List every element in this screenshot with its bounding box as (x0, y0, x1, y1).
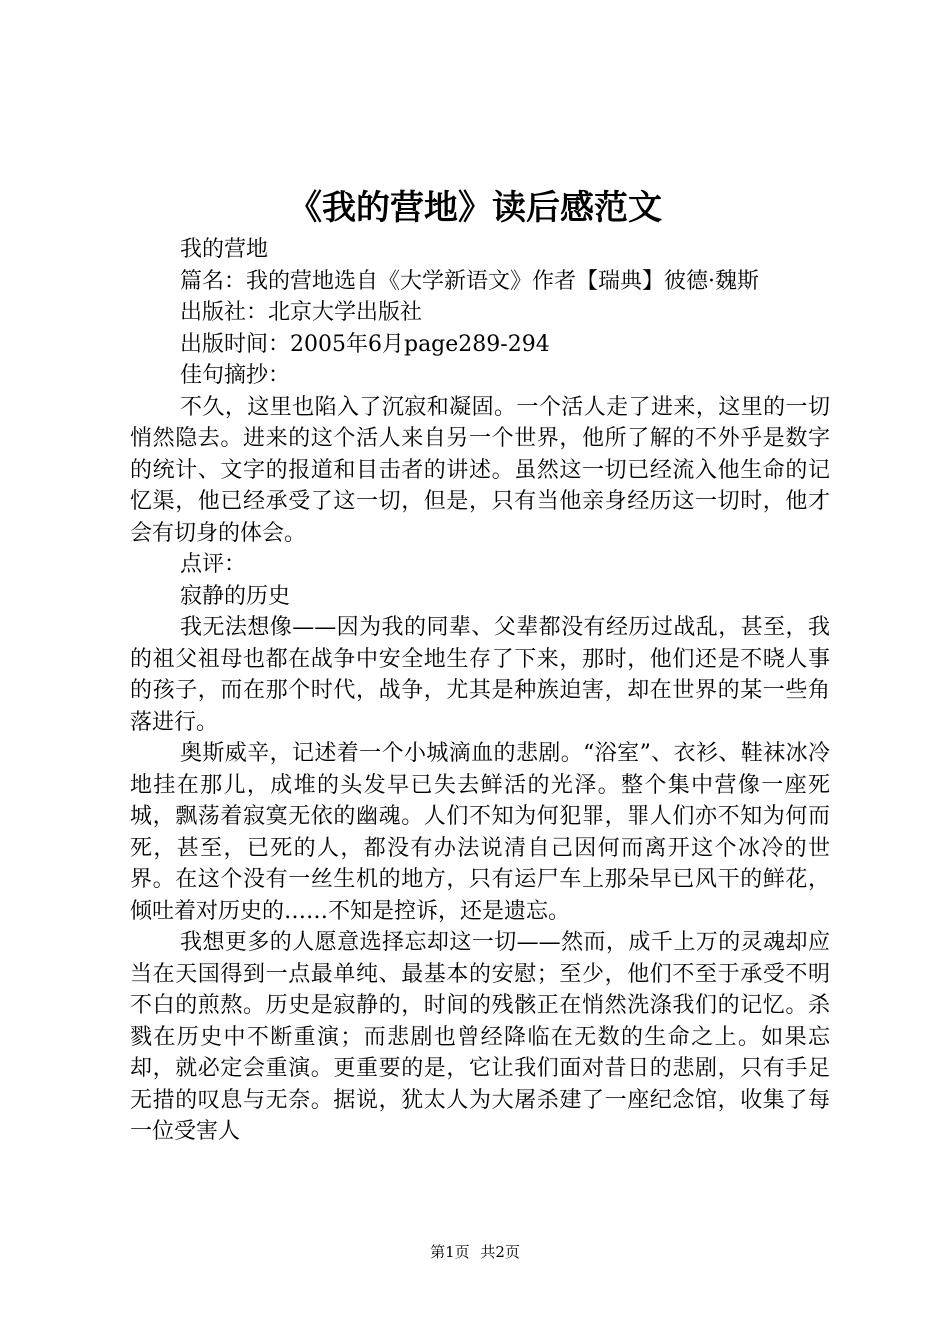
paragraph: 我的营地 (180, 237, 269, 262)
page-number: 第1页 (430, 1243, 470, 1261)
document-body (130, 234, 830, 1148)
paragraph: 奥斯威辛，记述着一个小城滴血的悲剧。“浴室”、衣衫、鞋袜冰冷地挂在那儿，成堆的头发早已失去鲜活的光泽。整个集中营像一座死城，飘荡着寂寞无依的幽魂。人们不知为何犯罪，罪人们亦不知为何而死，甚至，已死的人，都没有办法说清自己因何而离开这个冰冷的世界。在这个没有一丝生机的地方，只有运尸车上那朵早已风干的鲜花，倾吐着对历史的……不知是控诉，还是遗忘。 (130, 741, 830, 924)
paragraph: 点评： (180, 552, 247, 577)
paragraph: 出版社：北京大学出版社 (180, 300, 423, 325)
paragraph: 不久，这里也陷入了沉寂和凝固。一个活人走了进来，这里的一切悄然隐去。进来的这个活人来自另一个世界，他所了解的不外乎是数字的统计、文字的报道和目击者的讲述。虽然这一切已经流入他生命的记忆渠，他已经承受了这一切，但是，只有当他亲身经历这一切时，他才会有切身的体会。 (130, 394, 830, 546)
paragraph: 我无法想像——因为我的同辈、父辈都没有经历过战乱，甚至，我的祖父祖母也都在战争中安全地生存了下来，那时，他们还是不晓人事的孩子，而在那个时代，战争，尤其是种族迫害，却在世界的某一些角落进行。 (130, 615, 830, 735)
paragraph: 寂静的历史 (180, 583, 291, 609)
paragraph: 出版时间：2005年6月page289-294 (180, 331, 550, 357)
document-title: 《我的营地》读后感范文 (288, 188, 662, 228)
page-total: 共2页 (480, 1243, 520, 1261)
page-footer (0, 1242, 950, 1262)
paragraph: 佳句摘抄： (180, 363, 291, 388)
paragraph: 篇名：我的营地选自《大学新语文》作者【瑞典】彼德·魏斯 (180, 268, 759, 294)
paragraph: 我想更多的人愿意选择忘却这一切——然而，成千上万的灵魂却应当在天国得到一点最单纯、最基本的安慰；至少，他们不至于承受不明不白的煎熬。历史是寂静的，时间的残骸正在悄然洗涤我们的记忆。杀戮在历史中不断重演；而悲剧也曾经降临在无数的生命之上。如果忘却，就必定会重演。更重要的是，它让我们面对昔日的悲剧，只有手足无措的叹息与无奈。据说，犹太人为大屠杀建了一座纪念馆，收集了每一位受害人 (130, 930, 830, 1144)
